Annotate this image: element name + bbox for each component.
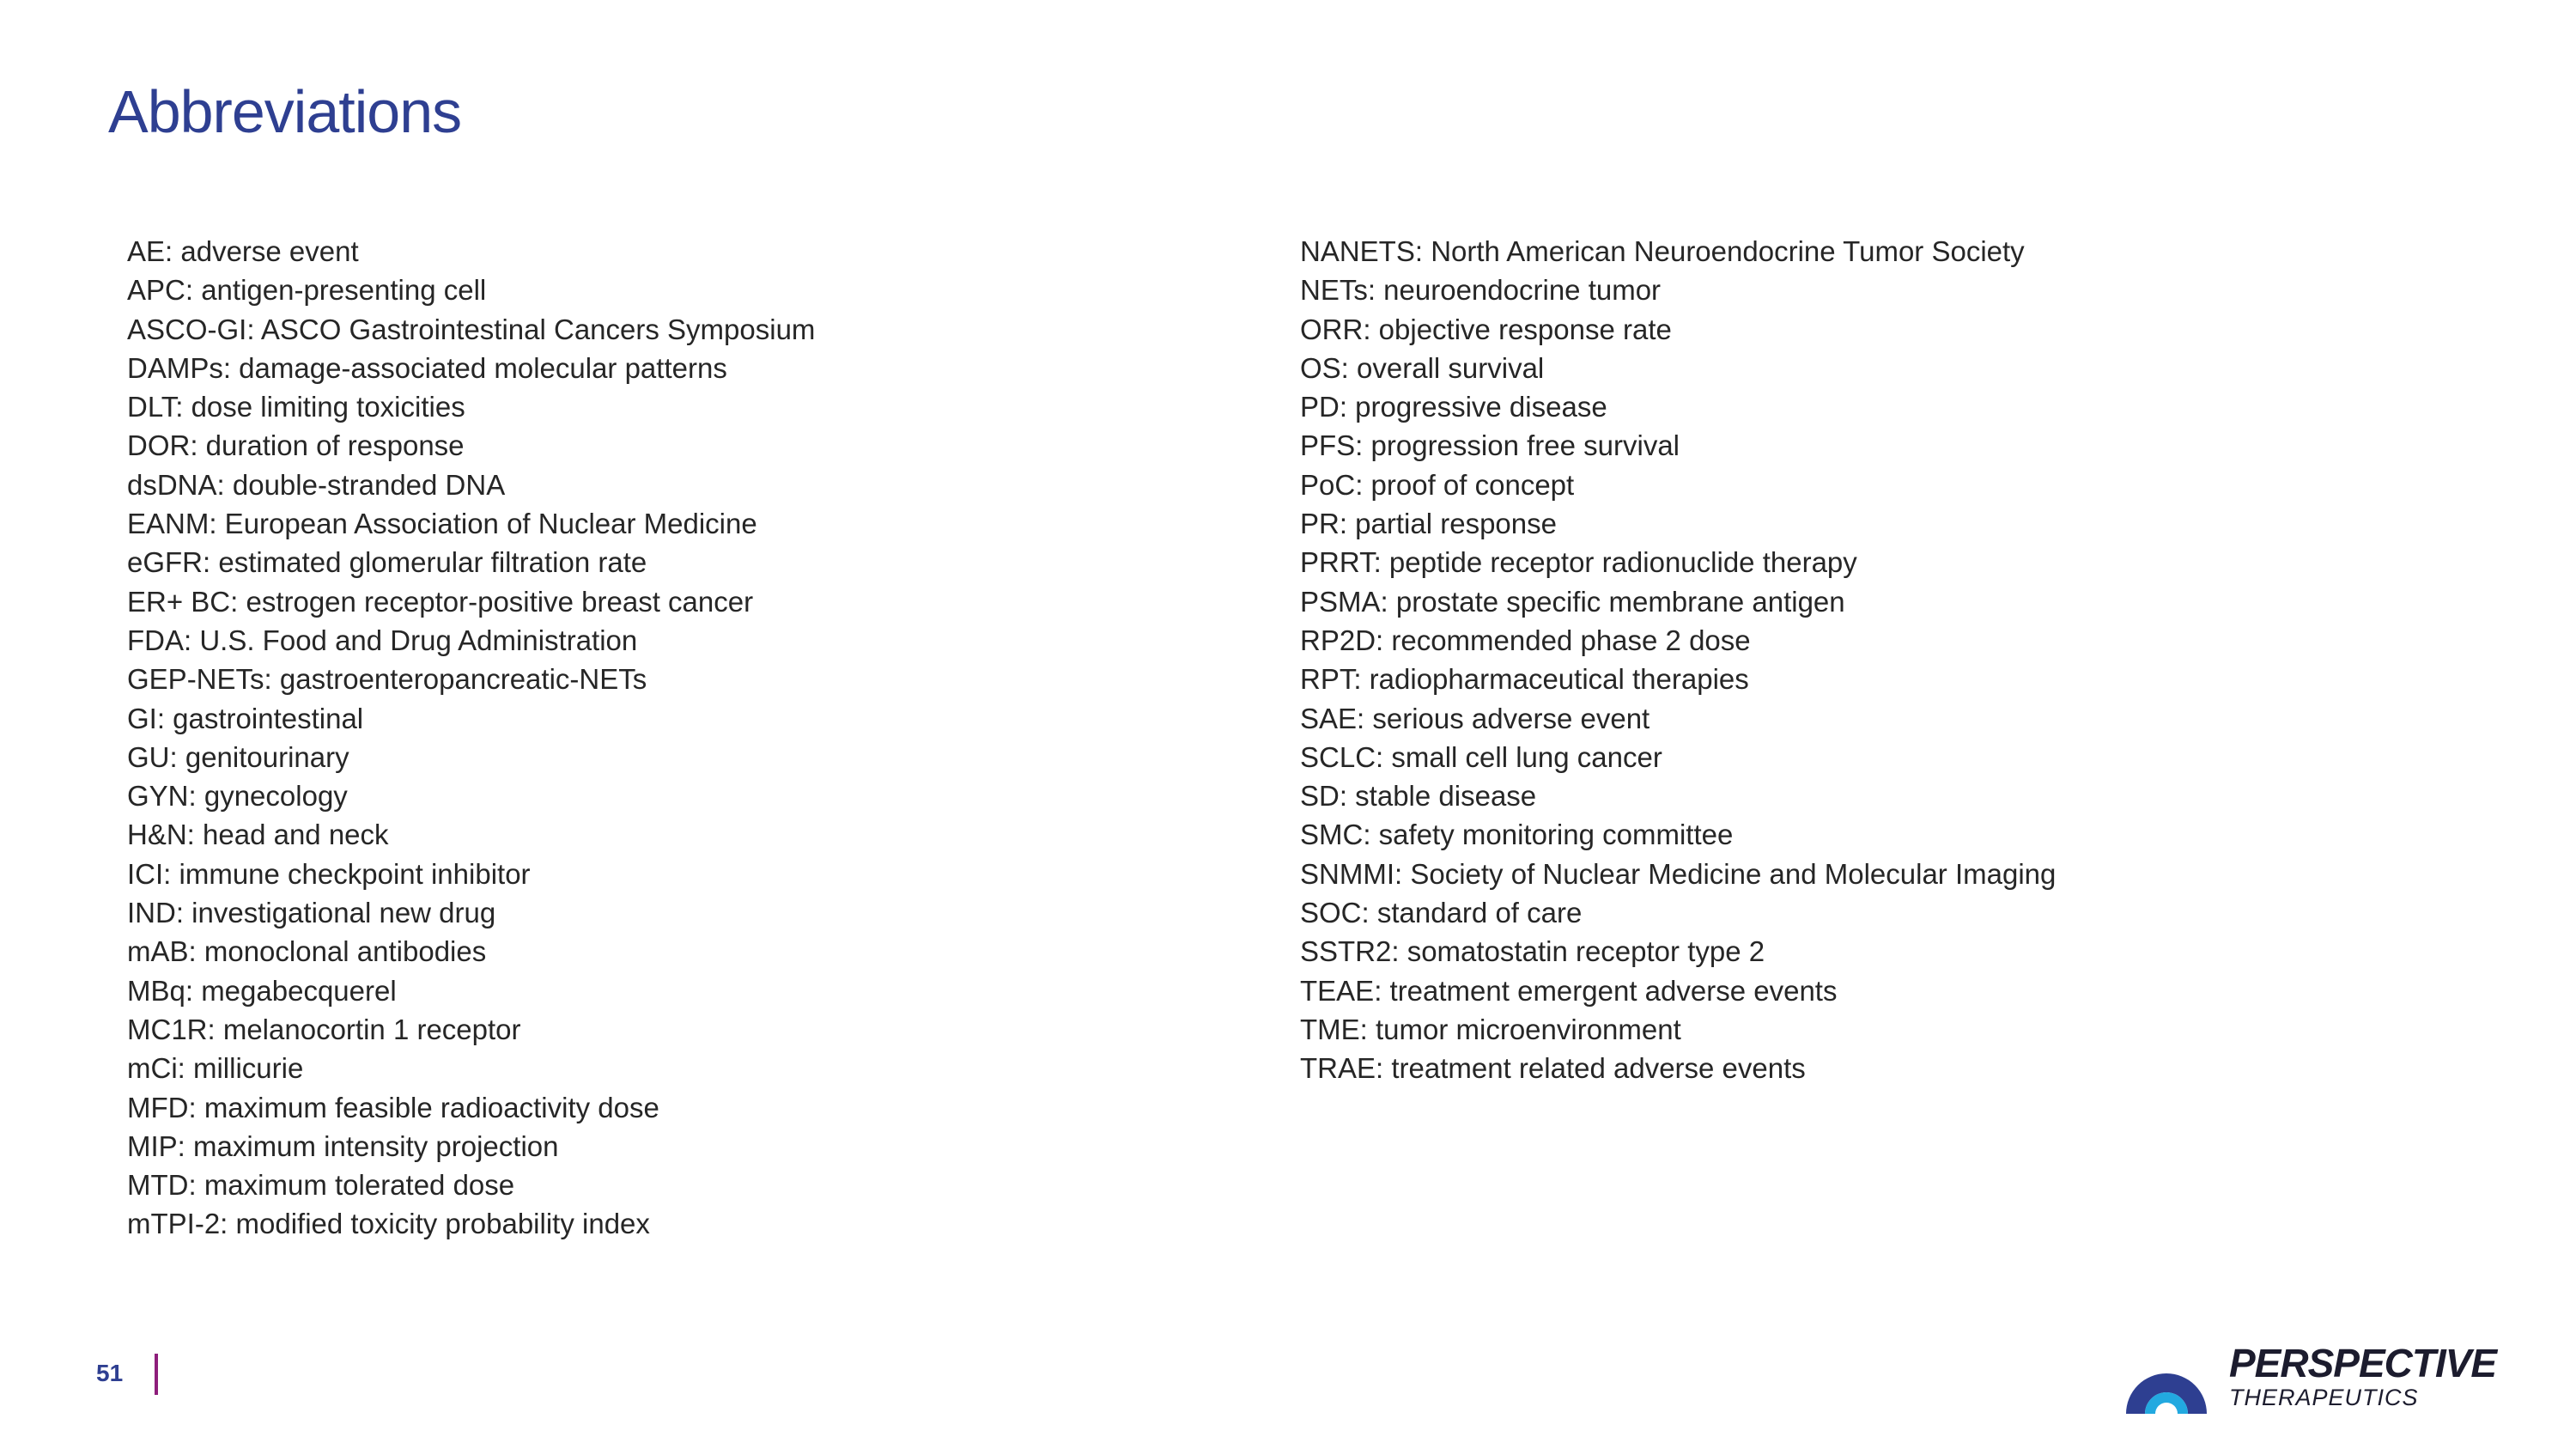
abbreviation-item: ORR: objective response rate xyxy=(1300,313,1672,345)
abbreviation-item: AE: adverse event xyxy=(127,235,359,267)
abbreviation-item: SD: stable disease xyxy=(1300,780,1537,813)
abbreviation-item: APC: antigen-presenting cell xyxy=(127,274,487,307)
abbreviation-item: dsDNA: double-stranded DNA xyxy=(127,468,506,501)
abbreviation-item: DAMPs: damage-associated molecular patterns xyxy=(127,351,727,384)
abbreviation-item: FDA: U.S. Food and Drug Administration xyxy=(127,624,638,656)
abbreviation-item: MIP: maximum intensity projection xyxy=(127,1129,559,1162)
abbreviation-item: DOR: duration of response xyxy=(127,429,465,462)
abbreviation-item: PD: progressive disease xyxy=(1300,391,1607,423)
abbreviation-item: SMC: safety monitoring committee xyxy=(1300,819,1734,851)
company-logo xyxy=(2119,1331,2497,1417)
abbreviation-item: GEP-NETs: gastroenteropancreatic-NETs xyxy=(127,663,647,696)
abbreviation-item: SSTR2: somatostatin receptor type 2 xyxy=(1300,935,1765,968)
abbreviation-item: MFD: maximum feasible radioactivity dose xyxy=(127,1091,659,1123)
abbreviations-list-left xyxy=(127,232,1243,1244)
abbreviation-item: PR: partial response xyxy=(1300,508,1557,540)
abbreviation-item: NANETS: North American Neuroendocrine Tumor Society xyxy=(1300,235,2025,267)
abbreviation-item: SCLC: small cell lung cancer xyxy=(1300,740,1662,773)
abbreviation-item: OS: overall survival xyxy=(1300,351,1545,384)
abbreviation-item: PFS: progression free survival xyxy=(1300,429,1680,462)
abbreviation-item: SAE: serious adverse event xyxy=(1300,702,1650,734)
abbreviation-item: TME: tumor microenvironment xyxy=(1300,1013,1681,1045)
abbreviation-item: GI: gastrointestinal xyxy=(127,702,364,734)
abbreviation-item: PSMA: prostate specific membrane antigen xyxy=(1300,585,1845,618)
abbreviation-item: ER+ BC: estrogen receptor-positive breast cancer xyxy=(127,585,754,618)
abbreviation-item: RPT: radiopharmaceutical therapies xyxy=(1300,663,1749,696)
abbreviation-item: MBq: megabecquerel xyxy=(127,974,397,1007)
abbreviation-item: NETs: neuroendocrine tumor xyxy=(1300,274,1662,307)
footer-divider xyxy=(155,1354,158,1395)
abbreviations-list-right xyxy=(1300,232,2416,1088)
abbreviation-item: MC1R: melanocortin 1 receptor xyxy=(127,1013,521,1045)
abbreviation-item: ICI: immune checkpoint inhibitor xyxy=(127,857,531,890)
abbreviation-item: H&N: head and neck xyxy=(127,819,389,851)
abbreviation-item: PRRT: peptide receptor radionuclide therapy xyxy=(1300,546,1857,579)
abbreviation-item: mAB: monoclonal antibodies xyxy=(127,935,487,968)
abbreviation-item: IND: investigational new drug xyxy=(127,897,496,929)
abbreviation-item: GU: genitourinary xyxy=(127,740,349,773)
abbreviation-item: eGFR: estimated glomerular filtration rate xyxy=(127,546,647,579)
page-title: Abbreviations xyxy=(108,78,462,145)
abbreviation-item: SNMMI: Society of Nuclear Medicine and Molecular Imaging xyxy=(1300,857,2057,890)
logo-wordmark: PERSPECTIVE xyxy=(2229,1341,2497,1385)
abbreviation-item: RP2D: recommended phase 2 dose xyxy=(1300,624,1751,656)
arc-logo-icon xyxy=(2119,1331,2214,1417)
abbreviation-item: TEAE: treatment emergent adverse events xyxy=(1300,974,1838,1007)
abbreviation-item: TRAE: treatment related adverse events xyxy=(1300,1052,1806,1085)
abbreviation-item: PoC: proof of concept xyxy=(1300,468,1575,501)
logo-subtitle: THERAPEUTICS xyxy=(2229,1385,2419,1410)
abbreviation-item: ASCO-GI: ASCO Gastrointestinal Cancers Symposium xyxy=(127,313,816,345)
abbreviation-item: GYN: gynecology xyxy=(127,780,348,813)
abbreviation-item: mCi: millicurie xyxy=(127,1052,304,1085)
abbreviation-item: SOC: standard of care xyxy=(1300,897,1583,929)
abbreviation-item: EANM: European Association of Nuclear Medicine xyxy=(127,508,757,540)
abbreviation-item: MTD: maximum tolerated dose xyxy=(127,1169,515,1202)
abbreviation-item: mTPI-2: modified toxicity probability index xyxy=(127,1208,650,1240)
page-number: 51 xyxy=(96,1360,124,1386)
abbreviation-item: DLT: dose limiting toxicities xyxy=(127,391,465,423)
